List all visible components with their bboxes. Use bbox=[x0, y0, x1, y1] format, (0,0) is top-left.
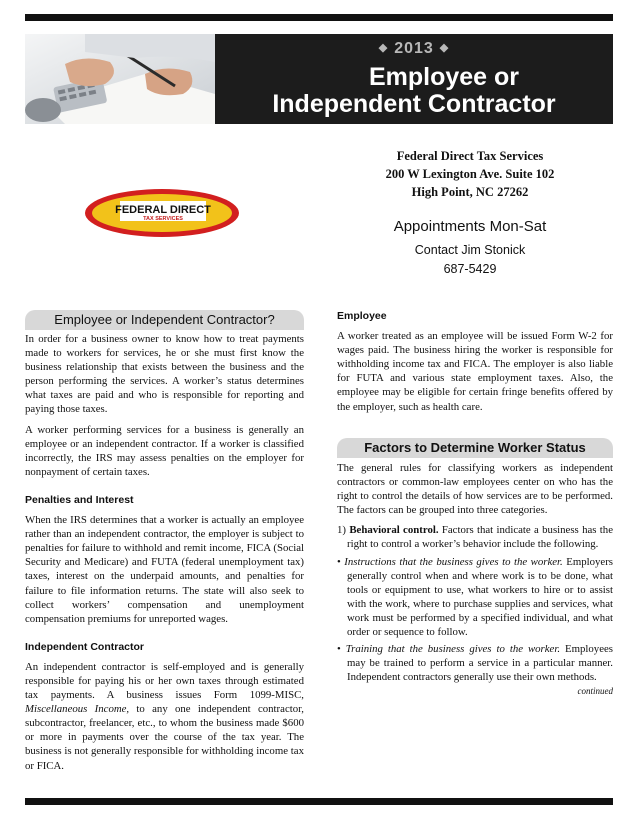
employee-heading: Employee bbox=[337, 310, 387, 322]
employee-section bbox=[337, 309, 613, 420]
page-title bbox=[215, 64, 613, 118]
bottom-rule bbox=[25, 798, 613, 805]
street-address: 200 W Lexington Ave. Suite 102 bbox=[385, 167, 555, 181]
title-line-1: Employee or bbox=[368, 63, 520, 91]
training-bullet: • Training that the business gives to the worker. Employees may be trained to perform a service in a particular manner. Independent contractors generally use their own methods. continued bbox=[337, 642, 613, 684]
right-section-header: Factors to Determine Worker Status bbox=[337, 438, 613, 458]
logo-tagline: TAX SERVICES bbox=[143, 216, 183, 222]
factors-intro: The general rules for classifying workers as independent contractors or common-law employees center on who has the right to control the details of how services are to be performed. The factors can be grouped into three categories. bbox=[337, 462, 613, 517]
penalties-paragraph: When the IRS determines that a worker is actually an employee rather than an independent contractor, the employer is subject to penalties for failure to withhold and remit income, FICA (Social Security and Medicare) and FUTA (federal unemployment tax) taxes, interest on the underpaid amounts, and penalties for failure to file information returns. The state will also seek to collect workers’ compensation and unemployment compensation premiums for unreported wages. bbox=[25, 514, 304, 625]
top-rule bbox=[25, 14, 613, 21]
classification-paragraph: A worker performing services for a business is generally an employee or an independent contractor. If a worker is classified incorrectly, the IRS may assess penalties on the employer for nonpayment of certain taxes. bbox=[25, 423, 304, 478]
appointments-text: Appointments Mon-Sat bbox=[393, 218, 547, 235]
intro-paragraph: In order for a business owner to know how to treat payments made to workers for services, he or she must first know the business relationship that exists between the business and the person performing the services. A worker’s status determines what taxes are paid and who is responsible for reporting and paying those taxes. bbox=[25, 333, 304, 416]
company-logo bbox=[84, 188, 240, 238]
penalties-heading: Penalties and Interest bbox=[25, 493, 134, 506]
left-column bbox=[25, 332, 304, 779]
continued-label: continued bbox=[577, 686, 613, 697]
contact-person: Contact Jim Stonick bbox=[414, 243, 526, 257]
banner-year bbox=[215, 40, 613, 58]
city-address: High Point, NC 27262 bbox=[411, 185, 529, 199]
title-line-2: Independent Contractor bbox=[272, 90, 556, 118]
employee-paragraph: A worker treated as an employee will be issued Form W-2 for wages paid. The business hiring the worker is responsible for withholding income tax and FICA. The employer is also liable for FUTA and various state employment taxes. Also, the employee may be eligible for certain fringe benefits offered by the employer, such as health care. bbox=[337, 330, 613, 413]
independent-contractor-paragraph: An independent contractor is self-employed and is generally responsible for paying his or her own taxes through estimated tax payments. A business issues Form 1099-MISC, Miscellaneous Income, to any one independent contractor, subcontractor, freelancer, etc., to whom the business made $600 or more in payments over the course of the tax year. The business is not generally responsible for withholding income tax or FICA. bbox=[25, 660, 304, 772]
factors-section bbox=[337, 461, 613, 699]
contact-block bbox=[360, 147, 580, 279]
behavioral-control-item: 1) Behavioral control. Factors that indicate a business has the right to control a worker’s behavior include the following. bbox=[337, 524, 613, 551]
company-name: Federal Direct Tax Services bbox=[396, 149, 544, 163]
phone-number: 687-5429 bbox=[443, 262, 497, 276]
left-section-header: Employee or Independent Contractor? bbox=[25, 310, 304, 330]
diamond-icon: ◆ bbox=[439, 42, 450, 54]
title-banner bbox=[215, 34, 613, 124]
diamond-icon: ◆ bbox=[378, 42, 389, 54]
year-text: 2013 bbox=[394, 40, 434, 57]
instructions-bullet: • Instructions that the business gives to the worker. Employers generally control when and where work is to be done, what tools or equipment to use, what workers to hire or to assist with the work, where to purchase supplies and services, what work must be performed by a specified individual, and what order or sequence to follow. bbox=[337, 555, 614, 639]
banner-photo bbox=[25, 34, 215, 124]
independent-contractor-heading: Independent Contractor bbox=[25, 640, 145, 653]
logo-name: FEDERAL DIRECT bbox=[115, 204, 211, 216]
